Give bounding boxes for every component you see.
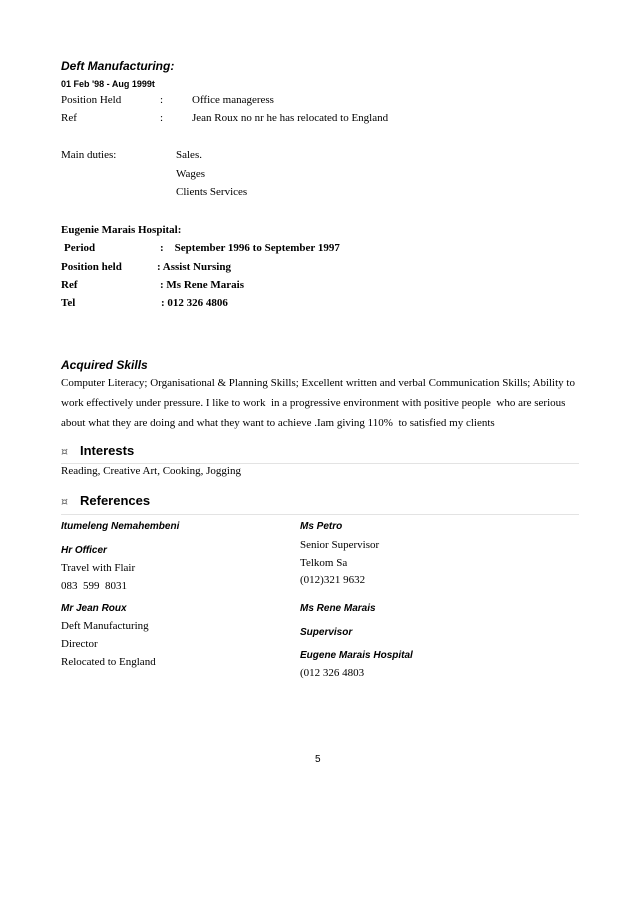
deft-duty-item: Wages bbox=[176, 168, 206, 180]
references-bullet-icon: ¤ bbox=[61, 495, 68, 508]
skills-heading: Acquired Skills bbox=[61, 358, 148, 372]
deft-position-colon: : bbox=[160, 94, 164, 106]
references-divider bbox=[61, 514, 579, 515]
ref4-phone: (012 326 4803 bbox=[300, 667, 365, 679]
interests-divider bbox=[61, 463, 579, 464]
deft-ref-colon: : bbox=[160, 112, 164, 124]
ref3-title: Director bbox=[61, 638, 98, 650]
ref1-name: Itumeleng Nemahembeni bbox=[61, 521, 180, 532]
ref4-company: Eugene Marais Hospital bbox=[300, 650, 413, 661]
hospital-position-label: Position held bbox=[61, 261, 122, 273]
ref3-company: Deft Manufacturing bbox=[61, 620, 149, 632]
ref1-title: Hr Officer bbox=[61, 545, 107, 556]
deft-position-value: Office manageress bbox=[192, 94, 274, 106]
hospital-position-value: : Assist Nursing bbox=[157, 261, 231, 273]
hospital-tel-label: Tel bbox=[61, 297, 76, 309]
page-number: 5 bbox=[315, 754, 321, 765]
ref1-phone: 083 599 8031 bbox=[61, 580, 127, 592]
hospital-ref-value: : Ms Rene Marais bbox=[160, 279, 245, 291]
interests-text: Reading, Creative Art, Cooking, Jogging bbox=[61, 465, 241, 477]
ref4-title: Supervisor bbox=[300, 627, 353, 638]
skills-line: work effectively under pressure. I like to work in a progressive environment with positive people who are serious bbox=[61, 397, 566, 409]
references-heading: References bbox=[80, 493, 151, 508]
ref2-company: Telkom Sa bbox=[300, 557, 348, 569]
deft-period: 01 Feb '98 - Aug 1999t bbox=[61, 79, 155, 89]
deft-company-heading: Deft Manufacturing: bbox=[61, 59, 175, 73]
deft-ref-value: Jean Roux no nr he has relocated to England bbox=[192, 112, 389, 124]
interests-heading: Interests bbox=[80, 443, 135, 458]
hospital-heading: Eugenie Marais Hospital: bbox=[61, 224, 182, 236]
ref1-company: Travel with Flair bbox=[61, 562, 136, 574]
interests-bullet-icon: ¤ bbox=[61, 445, 68, 458]
ref3-note: Relocated to England bbox=[61, 656, 156, 668]
ref3-name: Mr Jean Roux bbox=[61, 603, 127, 614]
deft-position-label: Position Held bbox=[61, 94, 122, 106]
deft-duty-item: Sales. bbox=[176, 149, 202, 161]
hospital-tel-value: : 012 326 4806 bbox=[161, 297, 228, 309]
deft-duty-item: Clients Services bbox=[176, 186, 248, 198]
skills-paragraph bbox=[61, 373, 581, 433]
deft-ref-label: Ref bbox=[61, 112, 77, 124]
ref2-phone: (012)321 9632 bbox=[300, 574, 366, 586]
ref2-name: Ms Petro bbox=[300, 521, 343, 532]
deft-duties-label: Main duties: bbox=[61, 149, 117, 161]
hospital-ref-label: Ref bbox=[61, 279, 78, 291]
ref4-name: Ms Rene Marais bbox=[300, 603, 376, 614]
ref2-title: Senior Supervisor bbox=[300, 539, 380, 551]
hospital-period-value: : September 1996 to September 1997 bbox=[160, 242, 340, 254]
hospital-period-label: Period bbox=[64, 242, 96, 254]
skills-line: about what they are doing and what they want to achieve .Iam giving 110% to satisfied my clients bbox=[61, 417, 495, 429]
skills-line: Computer Literacy; Organisational & Planning Skills; Excellent written and verbal Communication Skills; Ability to bbox=[61, 377, 575, 389]
